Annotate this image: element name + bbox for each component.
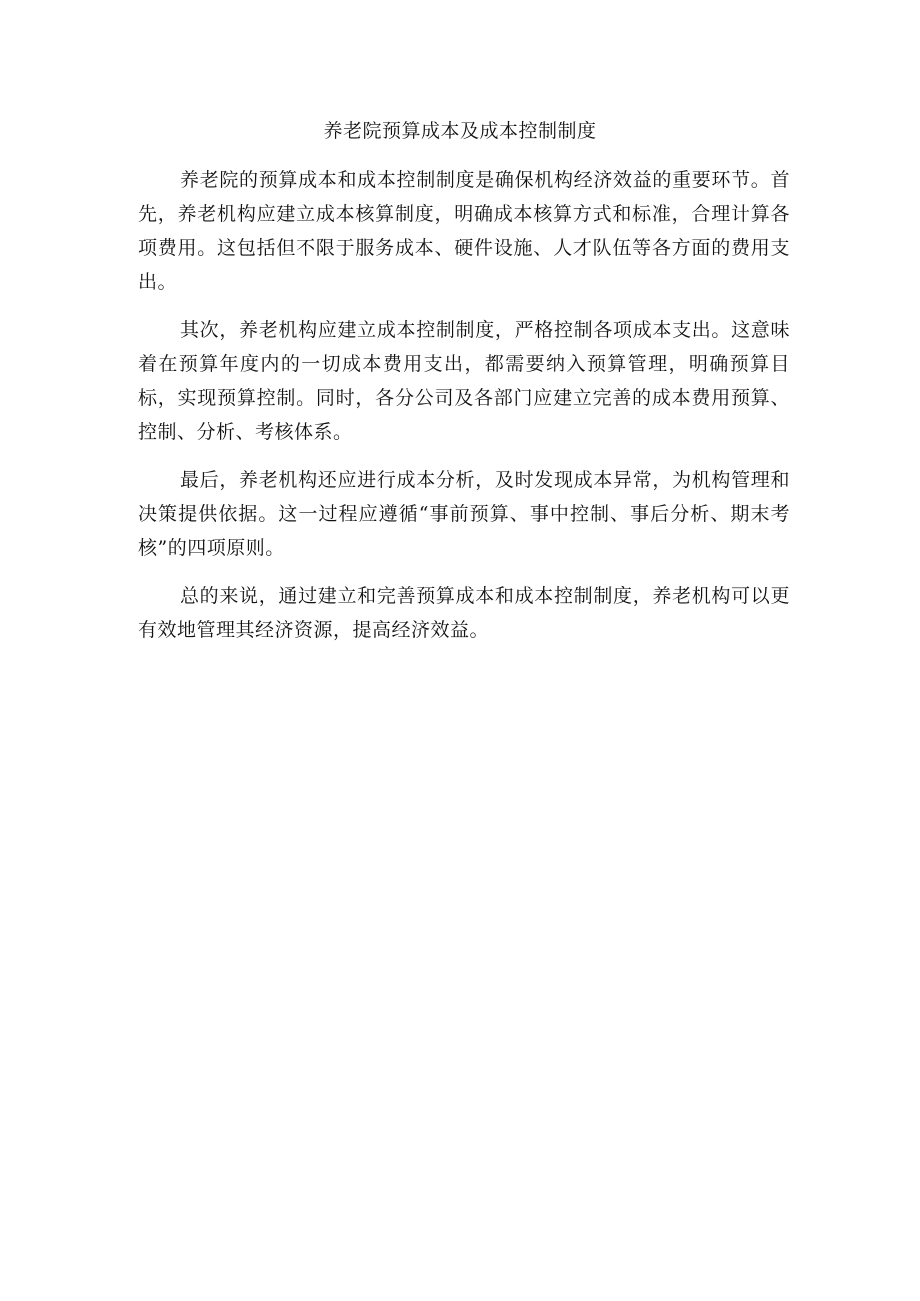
paragraph-summary: 总的来说，通过建立和完善预算成本和成本控制制度，养老机构可以更有效地管理其经济资源，提高经济效益。	[138, 585, 790, 641]
paragraph-cost-analysis: 最后，养老机构还应进行成本分析，及时发现成本异常，为机构管理和决策提供依据。这一过程应遵循“事前预算、事中控制、事后分析、期末考核”的四项原则。	[138, 469, 790, 559]
document-title: 养老院预算成本及成本控制制度	[323, 120, 597, 142]
document-body	[138, 163, 790, 661]
paragraph-intro: 养老院的预算成本和成本控制制度是确保机构经济效益的重要环节。首先，养老机构应建立成本核算制度，明确成本核算方式和标准，合理计算各项费用。这包括但不限于服务成本、硬件设施、人才队伍等各方面的费用支出。	[138, 169, 790, 293]
paragraph-cost-control: 其次，养老机构应建立成本控制制度，严格控制各项成本支出。这意味着在预算年度内的一切成本费用支出，都需要纳入预算管理，明确预算目标，实现预算控制。同时，各分公司及各部门应建立完善的成本费用预算、控制、分析、考核体系。	[138, 319, 790, 443]
